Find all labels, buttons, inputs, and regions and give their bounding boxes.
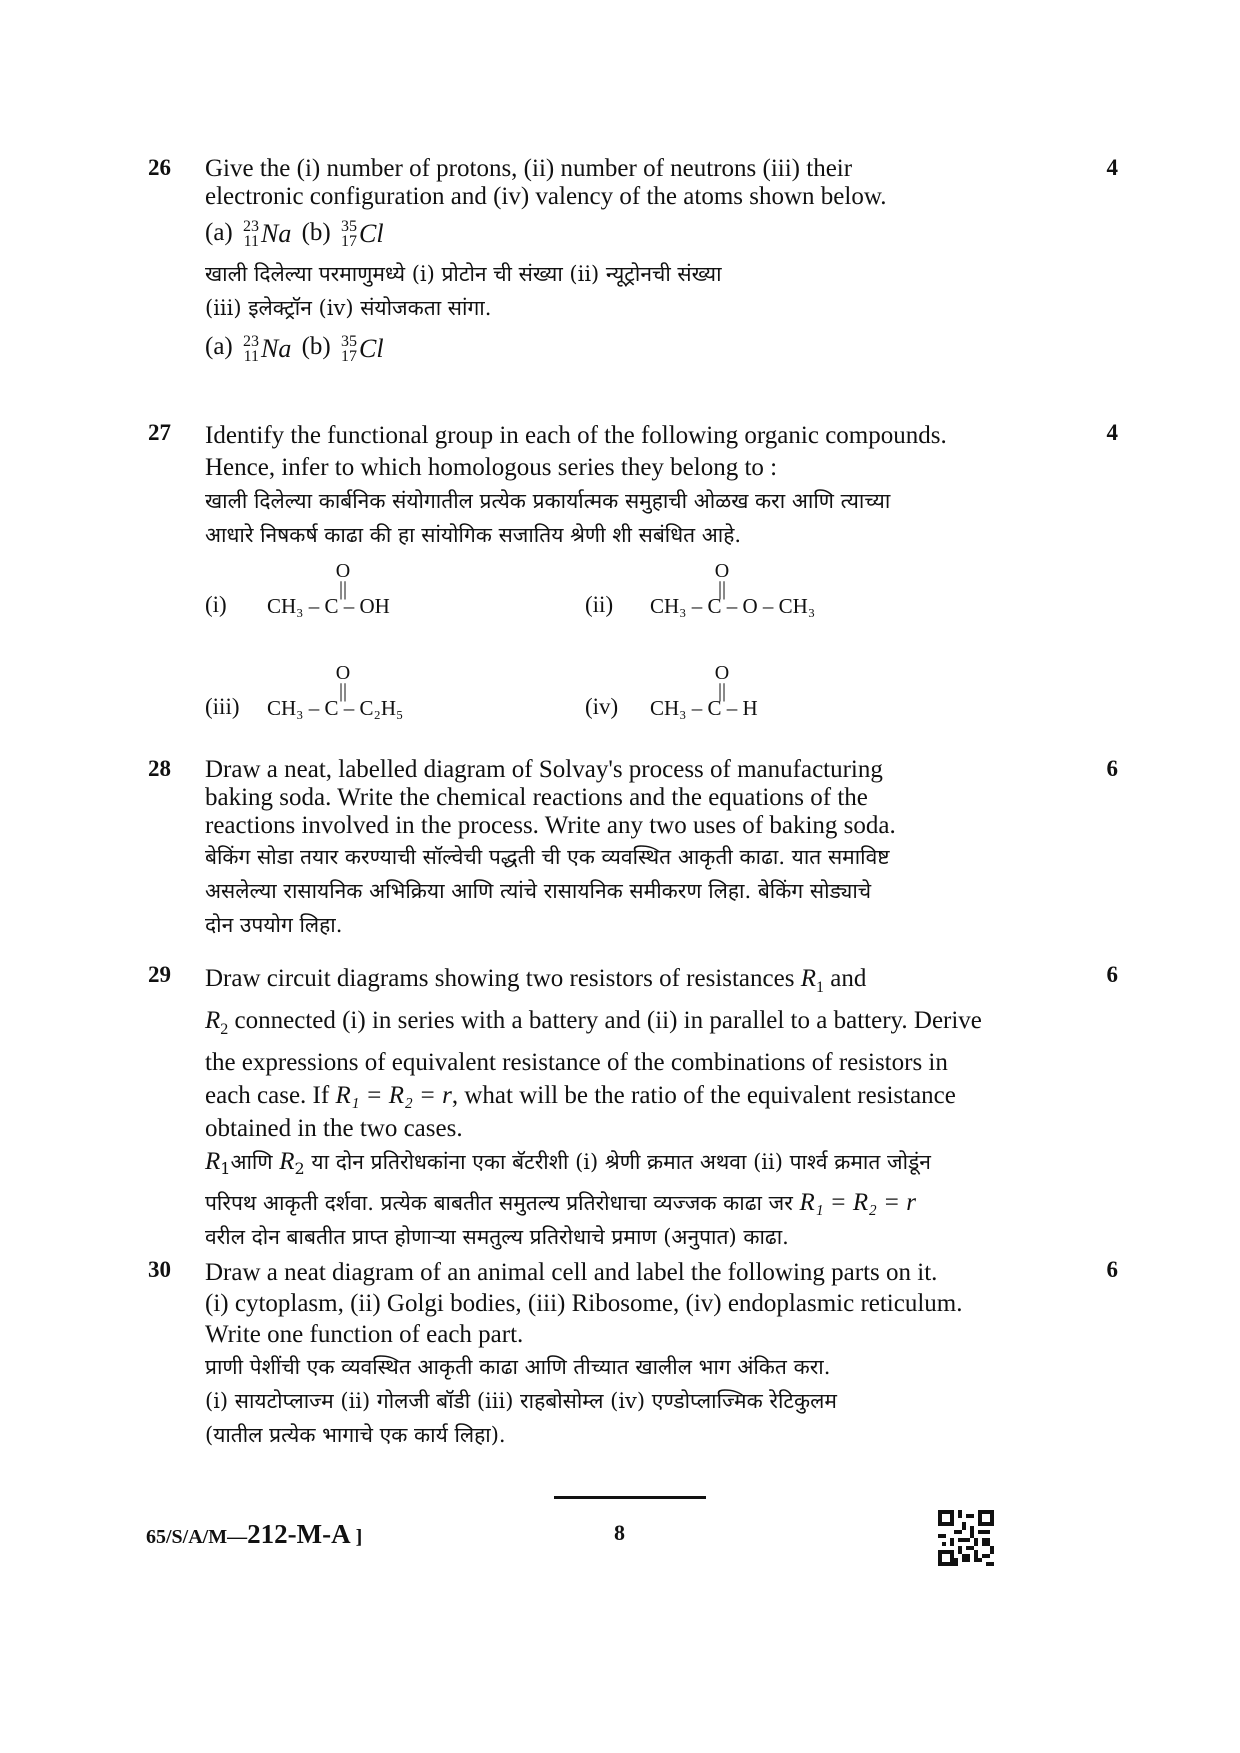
q27-marathi-line1: खाली दिलेल्या कार्बनिक संयोगातील प्रत्येक प्रकार्यात्मक समुहाची ओळख करा आणि त्याच्या: [205, 489, 891, 513]
page-number: 8: [614, 1520, 625, 1545]
q27-english-line2: Hence, infer to which homologous series they belong to :: [205, 454, 778, 481]
q30-english-line1: Draw a neat diagram of an animal cell and label the following parts on it.: [205, 1259, 938, 1286]
q29-marathi-line1: $R_1आणि$ $R_2$ या दोन प्रतिरोधकांना एका बॅटरीशी (i) श्रेणी क्रमात अथवा (ii) पार्श्व क्रमात जोडूंन: [205, 1148, 931, 1179]
q26-marathi-line2: (iii) इलेक्ट्रॉन (iv) संयोजकता सांगा.: [205, 296, 492, 321]
q26-english-line2: electronic configuration and (iv) valency of the atoms shown below.: [205, 183, 887, 210]
question-marks: 6: [1106, 1257, 1118, 1282]
qr-code-icon: [938, 1510, 994, 1566]
q28-marathi-line2: असलेल्या रासायनिक अभिक्रिया आणि त्यांचे रासायनिक समीकरण लिहा. बेकिंग सोड्याचे: [205, 879, 872, 903]
q29-english-line3: the expressions of equivalent resistance of the combinations of resistors in: [205, 1049, 948, 1076]
question-30: [148, 1257, 1118, 1452]
q26-atoms-english: (a) 23 11 Na (b) 35 17 Cl: [205, 218, 384, 251]
q28-english-line2: baking soda. Write the chemical reactions and the equations of the: [205, 784, 868, 811]
q30-marathi-line1: प्राणी पेशींची एक व्यवस्थित आकृती काढा आणि तीच्यात खालील भाग अंकित करा.: [205, 1355, 831, 1379]
chlorine-nuclide: 35 17 Cl: [341, 218, 384, 251]
q28-marathi-line3: दोन उपयोग लिहा.: [205, 913, 343, 937]
question-26: [148, 155, 1118, 372]
q30-english-line2: (i) cytoplasm, (ii) Golgi bodies, (iii) Ribosome, (iv) endoplasmic reticulum.: [205, 1290, 963, 1317]
question-number: 27: [148, 420, 171, 445]
end-of-page-rule: [554, 1496, 706, 1499]
q29-english-line4: each case. If R₁ = R₂ = r, what will be the ratio of the equivalent resistance: [205, 1082, 956, 1109]
q26-english-line1: Give the (i) number of protons, (ii) number of neutrons (iii) their: [205, 155, 853, 182]
q28-english-line3: reactions involved in the process. Write any two uses of baking soda.: [205, 812, 896, 839]
question-28: [148, 756, 1118, 942]
question-number: 30: [148, 1257, 171, 1282]
q29-english-line5: obtained in the two cases.: [205, 1115, 463, 1142]
q29-marathi-line2: परिपथ आकृती दर्शवा. प्रत्येक बाबतीत समुतल्य प्रतिरोधाचा व्यज्जक काढा जर R₁ = R₂ = r: [205, 1189, 916, 1217]
q26-marathi-line1: खाली दिलेल्या परमाणुमध्ये (i) प्रोटोन ची संख्या (ii) न्यूट्रोनची संख्या: [205, 262, 722, 287]
q30-english-line3: Write one function of each part.: [205, 1321, 524, 1348]
sodium-nuclide: 23 11 Na: [243, 218, 292, 251]
q28-marathi-line1: बेकिंग सोडा तयार करण्याची सॉल्वेची पद्धती ची एक व्यवस्थित आकृती काढा. यात समाविष्ट: [205, 845, 890, 869]
sodium-nuclide: 23 11 Na: [243, 332, 292, 365]
q27-marathi-line2: आधारे निषकर्ष काढा की हा सांयोगिक सजातिय श्रेणी शी सबंधित आहे.: [205, 523, 742, 547]
q29-english-line1: Draw circuit diagrams showing two resistors of resistances $R_1$ and: [205, 965, 867, 996]
chlorine-nuclide: 35 17 Cl: [341, 332, 384, 365]
question-27: [148, 420, 1118, 552]
q29-marathi-line3: वरील दोन बाबतीत प्राप्त होणाऱ्या समतुल्य प्रतिरोधाचे प्रमाण (अनुपात) काढा.: [205, 1225, 789, 1250]
question-marks: 4: [1106, 155, 1118, 180]
q30-marathi-line2: (i) सायटोप्लाज्म (ii) गोलजी बॉडी (iii) राहबोसोम्ल (iv) एण्डोप्लाज्मिक रेटिकुलम: [205, 1389, 837, 1413]
question-29: [148, 962, 1118, 1254]
q26-atoms-marathi: (a) 23 11 Na (b) 35 17 Cl: [205, 332, 384, 365]
question-marks: 6: [1106, 962, 1118, 987]
question-marks: 6: [1106, 756, 1118, 781]
q29-english-line2: $R_2$ connected (i) in series with a battery and (ii) in parallel to a battery. Derive: [205, 1007, 982, 1038]
question-number: 29: [148, 962, 171, 987]
q28-english-line1: Draw a neat, labelled diagram of Solvay's process of manufacturing: [205, 756, 883, 783]
question-number: 28: [148, 756, 171, 781]
question-number: 26: [148, 155, 171, 180]
paper-code: 65/S/A/M—212-M-A ]: [146, 1519, 363, 1549]
q27-english-line1: Identify the functional group in each of the following organic compounds.: [205, 422, 947, 449]
q30-marathi-line3: (यातील प्रत्येक भागाचे एक कार्य लिहा).: [205, 1423, 506, 1447]
question-marks: 4: [1106, 420, 1118, 445]
